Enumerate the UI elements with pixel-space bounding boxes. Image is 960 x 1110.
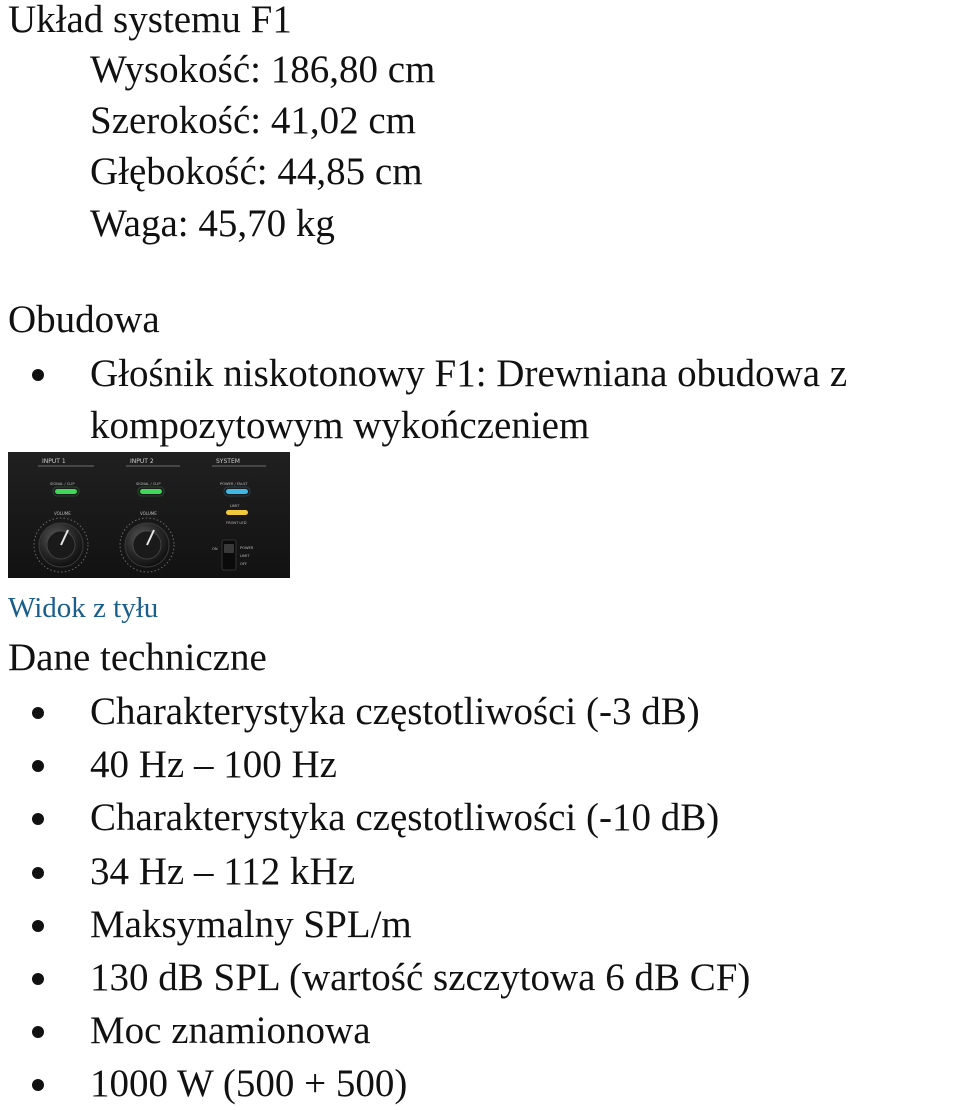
signal-clip-label-1: SIGNAL / CLIP <box>50 482 75 486</box>
switch-power-label: POWER <box>240 546 254 550</box>
spec-item: Moc znamionowa <box>90 1009 371 1053</box>
spec-item: Charakterystyka częstotliwości (-10 dB) <box>90 796 720 840</box>
signal-led-1 <box>55 489 77 494</box>
bullet-icon <box>32 760 44 772</box>
bullet-icon <box>32 1079 44 1091</box>
bullet-icon <box>32 920 44 932</box>
switch-on-label: ON <box>212 547 218 551</box>
power-fault-label: POWER / FAULT <box>220 482 248 486</box>
enclosure-bullet-line-2: kompozytowym wykończeniem <box>90 404 590 447</box>
layout-section-title: Układ systemu F1 <box>8 0 292 41</box>
enclosure-bullet-line-1: Głośnik niskotonowy F1: Drewniana obudowa z <box>90 352 848 395</box>
bullet-icon <box>32 973 44 985</box>
input1-label: INPUT 1 <box>42 458 66 465</box>
rear-view-caption: Widok z tyłu <box>8 592 159 624</box>
spec-item: Maksymalny SPL/m <box>90 902 412 946</box>
switch-off-label: OFF <box>240 562 247 566</box>
spec-item: 1000 W (500 + 500) <box>90 1062 408 1106</box>
spec-item: 40 Hz – 100 Hz <box>90 743 337 787</box>
spec-weight: Waga: 45,70 kg <box>90 202 335 245</box>
bullet-icon <box>32 707 44 719</box>
spec-height: Wysokość: 186,80 cm <box>90 48 436 91</box>
limit-label: LIMIT <box>230 504 240 508</box>
volume-label-1: VOLUME <box>54 511 71 516</box>
signal-clip-label-2: SIGNAL / CLIP <box>136 482 161 486</box>
switch-limit-label: LIMIT <box>240 554 250 558</box>
power-led <box>226 489 248 494</box>
bullet-icon <box>32 813 44 825</box>
spec-width: Szerokość: 41,02 cm <box>90 99 417 142</box>
front-led-label: FRONT LED <box>226 521 247 525</box>
system-label: SYSTEM <box>216 458 240 465</box>
spec-item: Charakterystyka częstotliwości (-3 dB) <box>90 690 700 733</box>
limit-led <box>226 510 248 515</box>
spec-item: 34 Hz – 112 kHz <box>90 849 356 893</box>
enclosure-section-title: Obudowa <box>8 298 160 341</box>
bullet-icon <box>32 867 44 879</box>
spec-depth: Głębokość: 44,85 cm <box>90 150 423 193</box>
bullet-icon <box>32 369 44 381</box>
spec-item: 130 dB SPL (wartość szczytowa 6 dB CF) <box>90 956 751 999</box>
rear-panel-image <box>8 452 290 578</box>
rear-panel-drawing <box>8 452 290 578</box>
input2-label: INPUT 2 <box>130 458 154 465</box>
bullet-icon <box>32 1026 44 1038</box>
signal-led-2 <box>140 489 162 494</box>
specs-section-title: Dane techniczne <box>8 636 267 679</box>
volume-label-2: VOLUME <box>140 511 157 516</box>
